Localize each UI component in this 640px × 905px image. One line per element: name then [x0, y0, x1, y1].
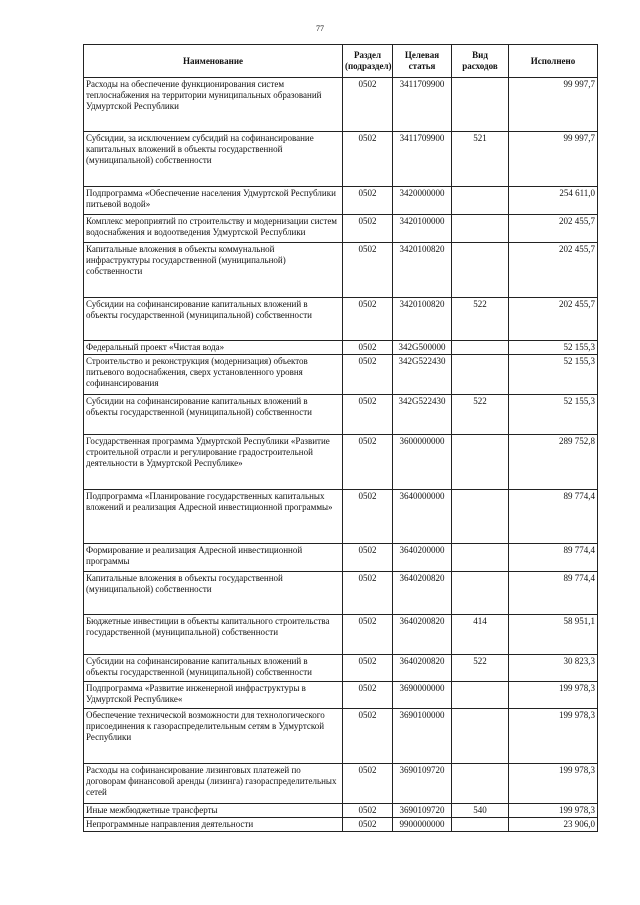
- row-expense-type: 522: [452, 395, 509, 435]
- row-target: 342G522430: [393, 355, 452, 395]
- header-executed: Исполнено: [509, 45, 598, 78]
- row-name: Подпрограмма «Обеспечение населения Удмуртской Республики питьевой водой»: [84, 187, 343, 215]
- row-executed: 52 155,3: [509, 395, 598, 435]
- row-name: Расходы на обеспечение функционирования систем теплоснабжения на территории муниципальных образований Удмуртской Республики: [84, 78, 343, 132]
- row-executed: 202 455,7: [509, 243, 598, 298]
- row-section: 0502: [343, 818, 393, 832]
- table-row: [84, 544, 598, 572]
- row-target: 3640200820: [393, 655, 452, 682]
- row-name: Расходы на софинансирование лизинговых платежей по договорам финансовой аренды (лизинга) газораспределительных сетей: [84, 764, 343, 804]
- row-target: 9900000000: [393, 818, 452, 832]
- table-row: [84, 435, 598, 490]
- row-expense-type: [452, 544, 509, 572]
- row-section: 0502: [343, 490, 393, 544]
- row-name: Государственная программа Удмуртской Республики «Развитие строительной отрасли и регулирование градостроительной деятельности в Удмуртской Республике»: [84, 435, 343, 490]
- row-name: Подпрограмма «Планирование государственных капитальных вложений и реализация Адресной инвестиционной программы»: [84, 490, 343, 544]
- table-body: [84, 78, 598, 832]
- row-section: 0502: [343, 187, 393, 215]
- row-section: 0502: [343, 215, 393, 243]
- table-row: [84, 78, 598, 132]
- row-section: 0502: [343, 572, 393, 615]
- row-executed: 199 978,3: [509, 804, 598, 818]
- row-expense-type: [452, 818, 509, 832]
- row-expense-type: 540: [452, 804, 509, 818]
- row-expense-type: 522: [452, 655, 509, 682]
- row-target: 3690000000: [393, 682, 452, 709]
- row-executed: 58 951,1: [509, 615, 598, 655]
- row-section: 0502: [343, 132, 393, 187]
- row-expense-type: 521: [452, 132, 509, 187]
- row-expense-type: [452, 187, 509, 215]
- row-expense-type: [452, 341, 509, 355]
- table-row: [84, 615, 598, 655]
- table-row: [84, 764, 598, 804]
- row-section: 0502: [343, 395, 393, 435]
- row-section: 0502: [343, 544, 393, 572]
- header-section: Раздел (подраздел): [343, 45, 393, 78]
- table-header-row: [84, 45, 598, 78]
- row-name: Капитальные вложения в объекты коммунальной инфраструктуры государственной (муниципальной) собственности: [84, 243, 343, 298]
- row-executed: 202 455,7: [509, 215, 598, 243]
- row-target: 3600000000: [393, 435, 452, 490]
- table-row: [84, 682, 598, 709]
- row-section: 0502: [343, 341, 393, 355]
- table-row: [84, 341, 598, 355]
- row-executed: 52 155,3: [509, 355, 598, 395]
- table-row: [84, 804, 598, 818]
- row-target: 3420100000: [393, 215, 452, 243]
- table-row: [84, 490, 598, 544]
- row-target: 3420000000: [393, 187, 452, 215]
- row-section: 0502: [343, 764, 393, 804]
- row-name: Капитальные вложения в объекты государственной (муниципальной) собственности: [84, 572, 343, 615]
- row-expense-type: [452, 215, 509, 243]
- row-name: Субсидии, за исключением субсидий на софинансирование капитальных вложений в объекты государственной (муниципальной) собственности: [84, 132, 343, 187]
- table-row: [84, 572, 598, 615]
- row-name: Бюджетные инвестиции в объекты капитального строительства государственной (муниципальной) собственности: [84, 615, 343, 655]
- row-target: 3690109720: [393, 764, 452, 804]
- row-executed: 199 978,3: [509, 682, 598, 709]
- header-expense-type: Вид расходов: [452, 45, 509, 78]
- row-expense-type: [452, 709, 509, 764]
- row-expense-type: [452, 572, 509, 615]
- row-name: Иные межбюджетные трансферты: [84, 804, 343, 818]
- row-expense-type: [452, 78, 509, 132]
- row-target: 3640000000: [393, 490, 452, 544]
- row-executed: 23 906,0: [509, 818, 598, 832]
- table-row: [84, 818, 598, 832]
- row-executed: 99 997,7: [509, 78, 598, 132]
- row-target: 342G522430: [393, 395, 452, 435]
- row-expense-type: [452, 490, 509, 544]
- header-name: Наименование: [84, 45, 343, 78]
- table-row: [84, 655, 598, 682]
- row-name: Субсидии на софинансирование капитальных вложений в объекты государственной (муниципальной) собственности: [84, 395, 343, 435]
- row-executed: 199 978,3: [509, 764, 598, 804]
- row-expense-type: [452, 435, 509, 490]
- row-target: 3411709900: [393, 78, 452, 132]
- row-target: 342G500000: [393, 341, 452, 355]
- row-executed: 52 155,3: [509, 341, 598, 355]
- row-name: Формирование и реализация Адресной инвестиционной программы: [84, 544, 343, 572]
- row-target: 3640200000: [393, 544, 452, 572]
- row-section: 0502: [343, 804, 393, 818]
- table-row: [84, 215, 598, 243]
- row-section: 0502: [343, 435, 393, 490]
- row-target: 3690109720: [393, 804, 452, 818]
- row-target: 3420100820: [393, 243, 452, 298]
- budget-table: [83, 44, 598, 832]
- row-name: Субсидии на софинансирование капитальных вложений в объекты государственной (муниципальной) собственности: [84, 298, 343, 341]
- row-expense-type: 522: [452, 298, 509, 341]
- row-expense-type: 414: [452, 615, 509, 655]
- row-section: 0502: [343, 682, 393, 709]
- row-executed: 99 997,7: [509, 132, 598, 187]
- row-expense-type: [452, 243, 509, 298]
- row-executed: 289 752,8: [509, 435, 598, 490]
- header-target: Целевая статья: [393, 45, 452, 78]
- row-name: Комплекс мероприятий по строительству и модернизации систем водоснабжения и водоотведения Удмуртской Республики: [84, 215, 343, 243]
- row-section: 0502: [343, 298, 393, 341]
- row-executed: 89 774,4: [509, 572, 598, 615]
- row-target: 3690100000: [393, 709, 452, 764]
- row-name: Подпрограмма «Развитие инженерной инфраструктуры в Удмуртской Республике«: [84, 682, 343, 709]
- row-section: 0502: [343, 655, 393, 682]
- row-section: 0502: [343, 355, 393, 395]
- table-row: [84, 709, 598, 764]
- row-executed: 254 611,0: [509, 187, 598, 215]
- row-target: 3420100820: [393, 298, 452, 341]
- row-executed: 202 455,7: [509, 298, 598, 341]
- table-row: [84, 395, 598, 435]
- table-row: [84, 355, 598, 395]
- row-section: 0502: [343, 243, 393, 298]
- row-expense-type: [452, 682, 509, 709]
- table-row: [84, 298, 598, 341]
- row-name: Субсидии на софинансирование капитальных вложений в объекты государственной (муниципальной) собственности: [84, 655, 343, 682]
- row-executed: 89 774,4: [509, 490, 598, 544]
- row-name: Непрограммные направления деятельности: [84, 818, 343, 832]
- row-section: 0502: [343, 709, 393, 764]
- table-row: [84, 243, 598, 298]
- row-target: 3640200820: [393, 615, 452, 655]
- row-name: Обеспечение технической возможности для технологического присоединения к газораспределительным сетям в Удмуртской Республики: [84, 709, 343, 764]
- row-target: 3640200820: [393, 572, 452, 615]
- row-target: 3411709900: [393, 132, 452, 187]
- row-section: 0502: [343, 615, 393, 655]
- row-expense-type: [452, 764, 509, 804]
- page-number: 77: [316, 24, 324, 33]
- row-executed: 89 774,4: [509, 544, 598, 572]
- table-row: [84, 187, 598, 215]
- row-executed: 30 823,3: [509, 655, 598, 682]
- row-name: Федеральный проект «Чистая вода»: [84, 341, 343, 355]
- row-name: Строительство и реконструкция (модернизация) объектов питьевого водоснабжения, сверх установленного уровня софинансирования: [84, 355, 343, 395]
- row-section: 0502: [343, 78, 393, 132]
- row-executed: 199 978,3: [509, 709, 598, 764]
- table-row: [84, 132, 598, 187]
- row-expense-type: [452, 355, 509, 395]
